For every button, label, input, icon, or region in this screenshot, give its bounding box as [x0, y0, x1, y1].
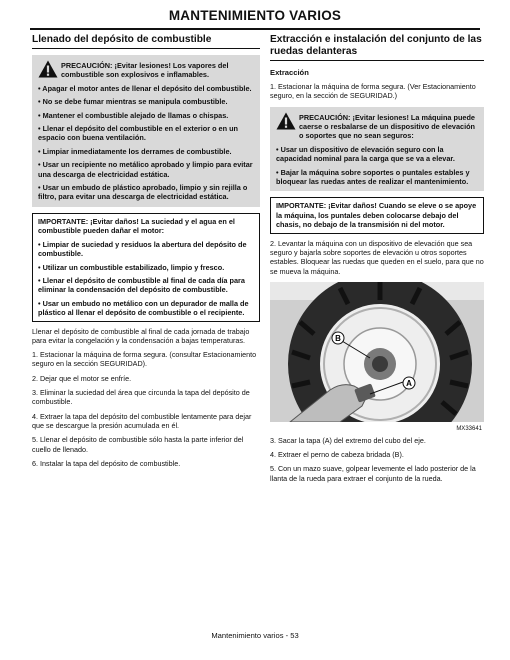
important-head: IMPORTANTE: ¡Evitar daños! La suciedad y el agua en el combustible pueden dañar el motor:: [38, 216, 235, 236]
title-rule: [30, 28, 480, 30]
caution-item: • Usar un embudo de plástico aprobado, limpio y sin rejilla o filtro, para evitar una descarga de electricidad estática.: [38, 183, 248, 202]
wheel-step: 3. Sacar la tapa (A) del extremo del cubo del eje.: [270, 435, 426, 445]
page-footer: Mantenimiento varios - 53: [211, 631, 299, 640]
fuel-step: 4. Extraer la tapa del depósito del combustible lentamente para dejar que se descargue la presión acumulada en él.: [32, 411, 252, 430]
wheel-step: 2. Levantar la máquina con un dispositivo de elevación que sea seguro y bajarla sobre soportes de elevación u otros soportes estables. Bloquear las ruedas que queden en el suelo, para que no se mueva la máquina.: [270, 238, 484, 276]
photo-id: MX33641: [456, 425, 482, 432]
warning-triangle-icon: [38, 60, 58, 78]
wheel-heading: Extracción e instalación del conjunto de las ruedas delanteras: [270, 34, 484, 61]
wheel-caution-head: PRECAUCIÓN: ¡Evitar lesiones! La máquina puede caerse o resbalarse de un dispositivo de elevación o soportes que no sean seguros:: [299, 112, 476, 141]
extraction-subheading: Extracción: [270, 68, 309, 77]
wheel-step: 4. Extraer el perno de cabeza bridada (B).: [270, 450, 404, 460]
important-text: IMPORTANTE: ¡Evitar daños! Cuando se eleve o se apoye la máquina, los puntales deben colocarse debajo del chasis, no debajo de la transmisión ni del motor.: [276, 201, 477, 230]
fuel-paragraph: Llenar el depósito de combustible al final de cada jornada de trabajo para evitar la congelación y la condensación a bajas temperaturas.: [32, 326, 250, 345]
fuel-step: 1. Estacionar la máquina de forma segura. (consultar Estacionamiento seguro en la sección SEGURIDAD).: [32, 350, 257, 369]
page-title: MANTENIMIENTO VARIOS: [168, 8, 342, 23]
fuel-important-box: [32, 213, 260, 322]
wheel-step: 1. Estacionar la máquina de forma segura. (Ver Estacionamiento seguro, en la sección de SEGURIDAD.): [270, 82, 476, 101]
wheel-illustration: [270, 282, 484, 422]
important-item: • Llenar el depósito de combustible al final de cada día para eliminar la condensación del depósito de combustible.: [38, 275, 245, 295]
fuel-step: 5. Llenar el depósito de combustible sólo hasta la parte inferior del cuello de llenado.: [32, 435, 244, 454]
caution-item: • Apagar el motor antes de llenar el depósito del combustible.: [38, 83, 252, 93]
left-column: [32, 34, 260, 468]
fuel-caution-head: PRECAUCIÓN: ¡Evitar lesiones! Los vapores del combustible son explosivos e inflamables.: [61, 61, 229, 80]
caution-item: • Limpiar inmediatamente los derrames de combustible.: [38, 146, 232, 156]
wheel-step: 5. Con un mazo suave, golpear levemente el lado posterior de la llanta de la rueda para extraer el conjunto de la rueda.: [270, 464, 476, 483]
caution-item: • No se debe fumar mientras se manipula combustible.: [38, 97, 228, 107]
caution-item: • Usar un recipiente no metálico aprobado y limpio para evitar una descarga de electricidad estática.: [38, 160, 253, 179]
important-item: • Usar un embudo no metálico con un depurador de malla de plástico al llenar el depósito de combustible o el recipiente.: [38, 298, 249, 318]
caution-item: • Mantener el combustible alejado de llamas o chispas.: [38, 110, 229, 120]
important-item: • Limpiar de suciedad y residuos la abertura del depósito de combustible.: [38, 239, 247, 259]
caution-item: • Llenar el depósito del combustible en el exterior o en un espacio con buena ventilación.: [38, 124, 239, 143]
wheel-important-box: [270, 197, 484, 233]
fuel-step: 6. Instalar la tapa del depósito de combustible.: [32, 458, 181, 468]
caution-item: • Bajar la máquina sobre soportes o puntales estables y bloquear las ruedas antes de realizar el mantenimiento.: [276, 167, 470, 187]
fuel-heading: Llenado del depósito de combustible: [32, 34, 260, 49]
important-item: • Utilizar un combustible estabilizado, limpio y fresco.: [38, 262, 225, 272]
warning-triangle-icon: [276, 112, 296, 130]
wheel-caution-box: [270, 107, 484, 192]
fuel-step: 2. Dejar que el motor se enfríe.: [32, 373, 132, 383]
callout-b: B: [335, 333, 341, 343]
wheel-photo: [270, 282, 484, 432]
fuel-step: 3. Eliminar la suciedad del área que circunda la tapa del depósito de combustible.: [32, 388, 250, 407]
right-column: [270, 34, 484, 483]
fuel-caution-box: [32, 55, 260, 207]
callout-a: A: [406, 378, 412, 388]
caution-item: • Usar un dispositivo de elevación seguro con la capacidad nominal para la carga que se va a elevar.: [276, 144, 455, 164]
